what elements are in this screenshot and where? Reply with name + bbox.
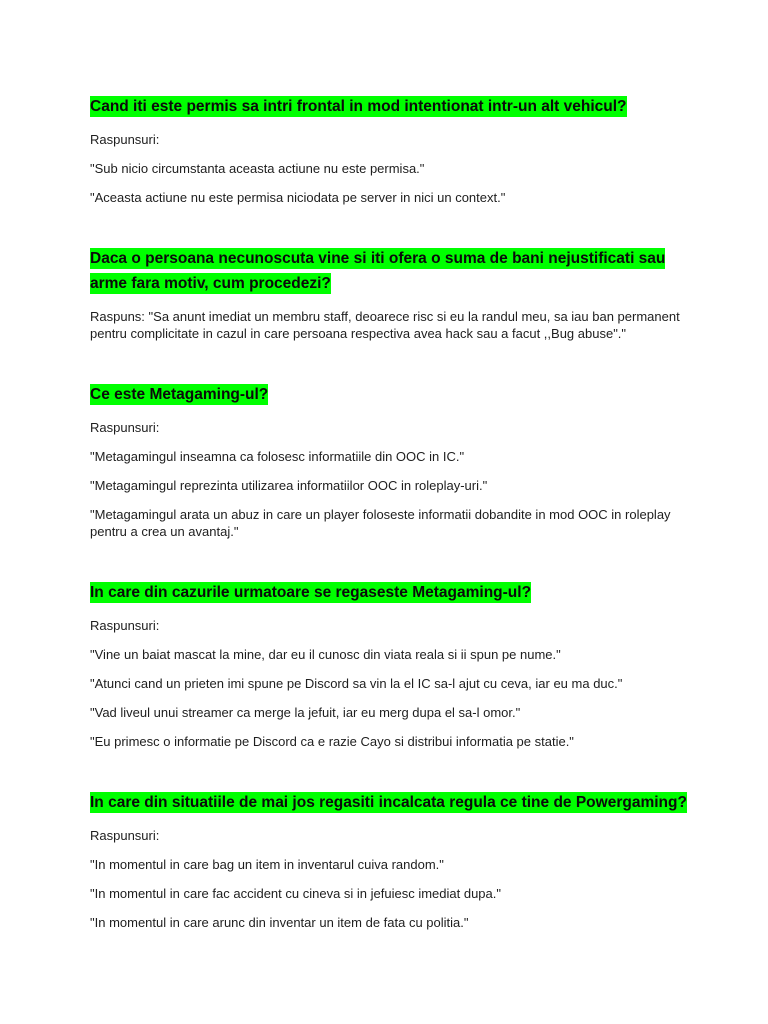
- answer-item: "In momentul in care arunc din inventar un item de fata cu politia.": [90, 915, 469, 930]
- answer-item: "Vad liveul unui streamer ca merge la jefuit, iar eu merg dupa el sa-l omor.": [90, 705, 521, 720]
- answer-item: "Sub nicio circumstanta aceasta actiune nu este permisa.": [90, 161, 425, 176]
- qa-section-1: [90, 94, 690, 206]
- answer-item: "Vine un baiat mascat la mine, dar eu il cunosc din viata reala si ii spun pe nume.": [90, 647, 561, 662]
- answer-item: "Atunci cand un prieten imi spune pe Discord sa vin la el IC sa-l ajut cu ceva, iar eu ma duc.": [90, 676, 623, 691]
- qa-section-3: [90, 382, 690, 540]
- answer-item: "Eu primesc o informatie pe Discord ca e razie Cayo si distribui informatia pe statie.": [90, 734, 574, 749]
- qa-section-5: [90, 790, 690, 931]
- answer-item: "Aceasta actiune nu este permisa niciodata pe server in nici un context.": [90, 190, 506, 205]
- answer-item: "In momentul in care fac accident cu cineva si in jefuiesc imediat dupa.": [90, 886, 501, 901]
- answers-label: Raspunsuri:: [90, 828, 160, 843]
- question-heading: In care din situatiile de mai jos regasiti incalcata regula ce tine de Powergaming?: [90, 794, 687, 811]
- answers-label: Raspunsuri:: [90, 420, 160, 435]
- answer-item: "Metagamingul reprezinta utilizarea informatiilor OOC in roleplay-uri.": [90, 478, 488, 493]
- question-heading: Ce este Metagaming-ul?: [90, 386, 269, 403]
- qa-section-2: [90, 246, 690, 342]
- question-heading: Cand iti este permis sa intri frontal in mod intentionat intr-un alt vehicul?: [90, 98, 627, 115]
- document-page: [90, 94, 690, 971]
- question-heading: In care din cazurile urmatoare se regaseste Metagaming-ul?: [90, 584, 532, 601]
- answer-item: "Metagamingul arata un abuz in care un player foloseste informatii dobandite in mod OOC in roleplay pentru a crea un avantaj.": [90, 507, 671, 539]
- question-heading: Daca o persoana necunoscuta vine si iti ofera o suma de bani nejustificati sau arme fara motiv, cum procedezi?: [90, 250, 666, 292]
- answers-label: Raspunsuri:: [90, 618, 160, 633]
- answer-item: Raspuns: "Sa anunt imediat un membru staff, deoarece risc si eu la randul meu, sa iau ban permanent pentru complicitate in cazul in care persoana respectiva avea hack sau a facut ,,Bug abuse".": [90, 309, 680, 341]
- answers-label: Raspunsuri:: [90, 132, 160, 147]
- qa-section-4: [90, 580, 690, 750]
- answer-item: "Metagamingul inseamna ca folosesc informatiile din OOC in IC.": [90, 449, 465, 464]
- answer-item: "In momentul in care bag un item in inventarul cuiva random.": [90, 857, 444, 872]
